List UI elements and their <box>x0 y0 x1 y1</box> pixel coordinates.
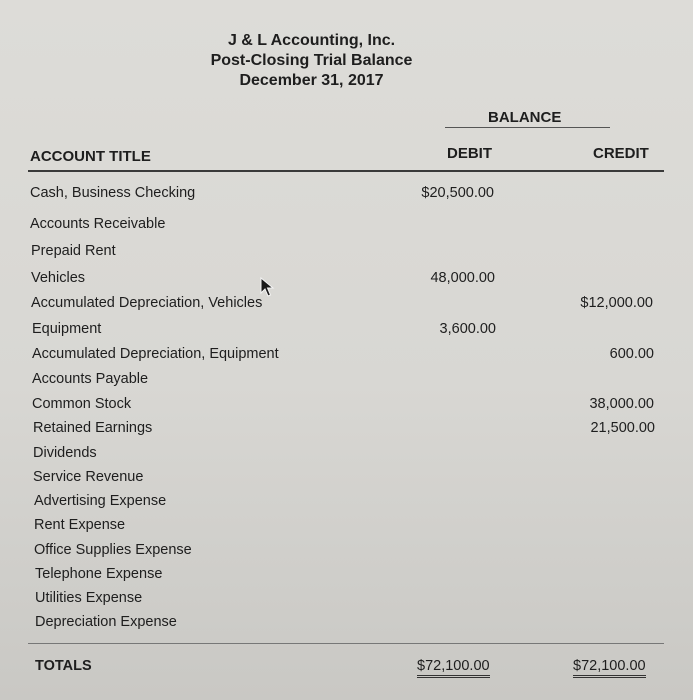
report-date: December 31, 2017 <box>239 72 384 89</box>
debit-amount: $20,500.00 <box>421 185 494 201</box>
report-title: Post-Closing Trial Balance <box>210 52 413 69</box>
table-row <box>32 321 662 341</box>
account-name: Dividends <box>33 445 97 461</box>
account-title-header: ACCOUNT TITLE <box>30 148 151 165</box>
account-name: Service Revenue <box>33 469 144 485</box>
mouse-pointer-icon <box>260 277 276 297</box>
account-name: Telephone Expense <box>35 566 163 582</box>
table-row <box>30 185 660 205</box>
table-row <box>34 493 664 513</box>
account-name: Retained Earnings <box>33 420 153 436</box>
table-row <box>33 445 663 465</box>
account-name: Common Stock <box>32 396 132 412</box>
totals-divider <box>28 643 664 644</box>
header-divider <box>28 170 664 172</box>
table-row <box>31 243 661 263</box>
debit-amount: 3,600.00 <box>439 321 496 337</box>
account-name: Accounts Payable <box>32 371 149 387</box>
credit-amount: 38,000.00 <box>589 396 654 412</box>
account-name: Equipment <box>32 321 102 337</box>
account-name: Depreciation Expense <box>35 614 177 630</box>
table-row <box>34 517 664 537</box>
account-name: Accumulated Depreciation, Vehicles <box>31 295 263 311</box>
credit-header: CREDIT <box>593 145 649 162</box>
account-name: Accounts Receivable <box>30 216 166 232</box>
table-row <box>35 566 665 586</box>
account-name: Utilities Expense <box>35 590 143 606</box>
table-row <box>33 420 663 440</box>
balance-header: BALANCE <box>488 109 562 126</box>
balance-underline <box>445 127 610 128</box>
totals-credit: $72,100.00 <box>573 658 646 678</box>
table-row <box>31 270 661 290</box>
credit-amount: 21,500.00 <box>590 420 655 436</box>
credit-amount: 600.00 <box>609 346 654 362</box>
table-row <box>32 371 662 391</box>
account-name: Vehicles <box>31 270 86 286</box>
totals-row <box>35 658 655 682</box>
debit-amount: 48,000.00 <box>430 270 495 286</box>
table-row <box>35 614 665 634</box>
debit-header: DEBIT <box>447 145 492 162</box>
table-row <box>33 469 663 489</box>
company-name: J & L Accounting, Inc. <box>227 32 396 49</box>
account-name: Cash, Business Checking <box>30 185 196 201</box>
table-row <box>32 396 662 416</box>
table-row <box>34 542 664 562</box>
totals-label: TOTALS <box>35 658 92 674</box>
account-name: Prepaid Rent <box>31 243 116 259</box>
table-row <box>32 346 662 366</box>
account-name: Accumulated Depreciation, Equipment <box>32 346 279 362</box>
table-row <box>30 216 660 236</box>
totals-debit: $72,100.00 <box>417 658 490 678</box>
account-name: Rent Expense <box>34 517 126 533</box>
account-name: Office Supplies Expense <box>34 542 192 558</box>
account-name: Advertising Expense <box>34 493 167 509</box>
credit-amount: $12,000.00 <box>580 295 653 311</box>
table-row <box>35 590 665 610</box>
table-row <box>31 295 661 315</box>
